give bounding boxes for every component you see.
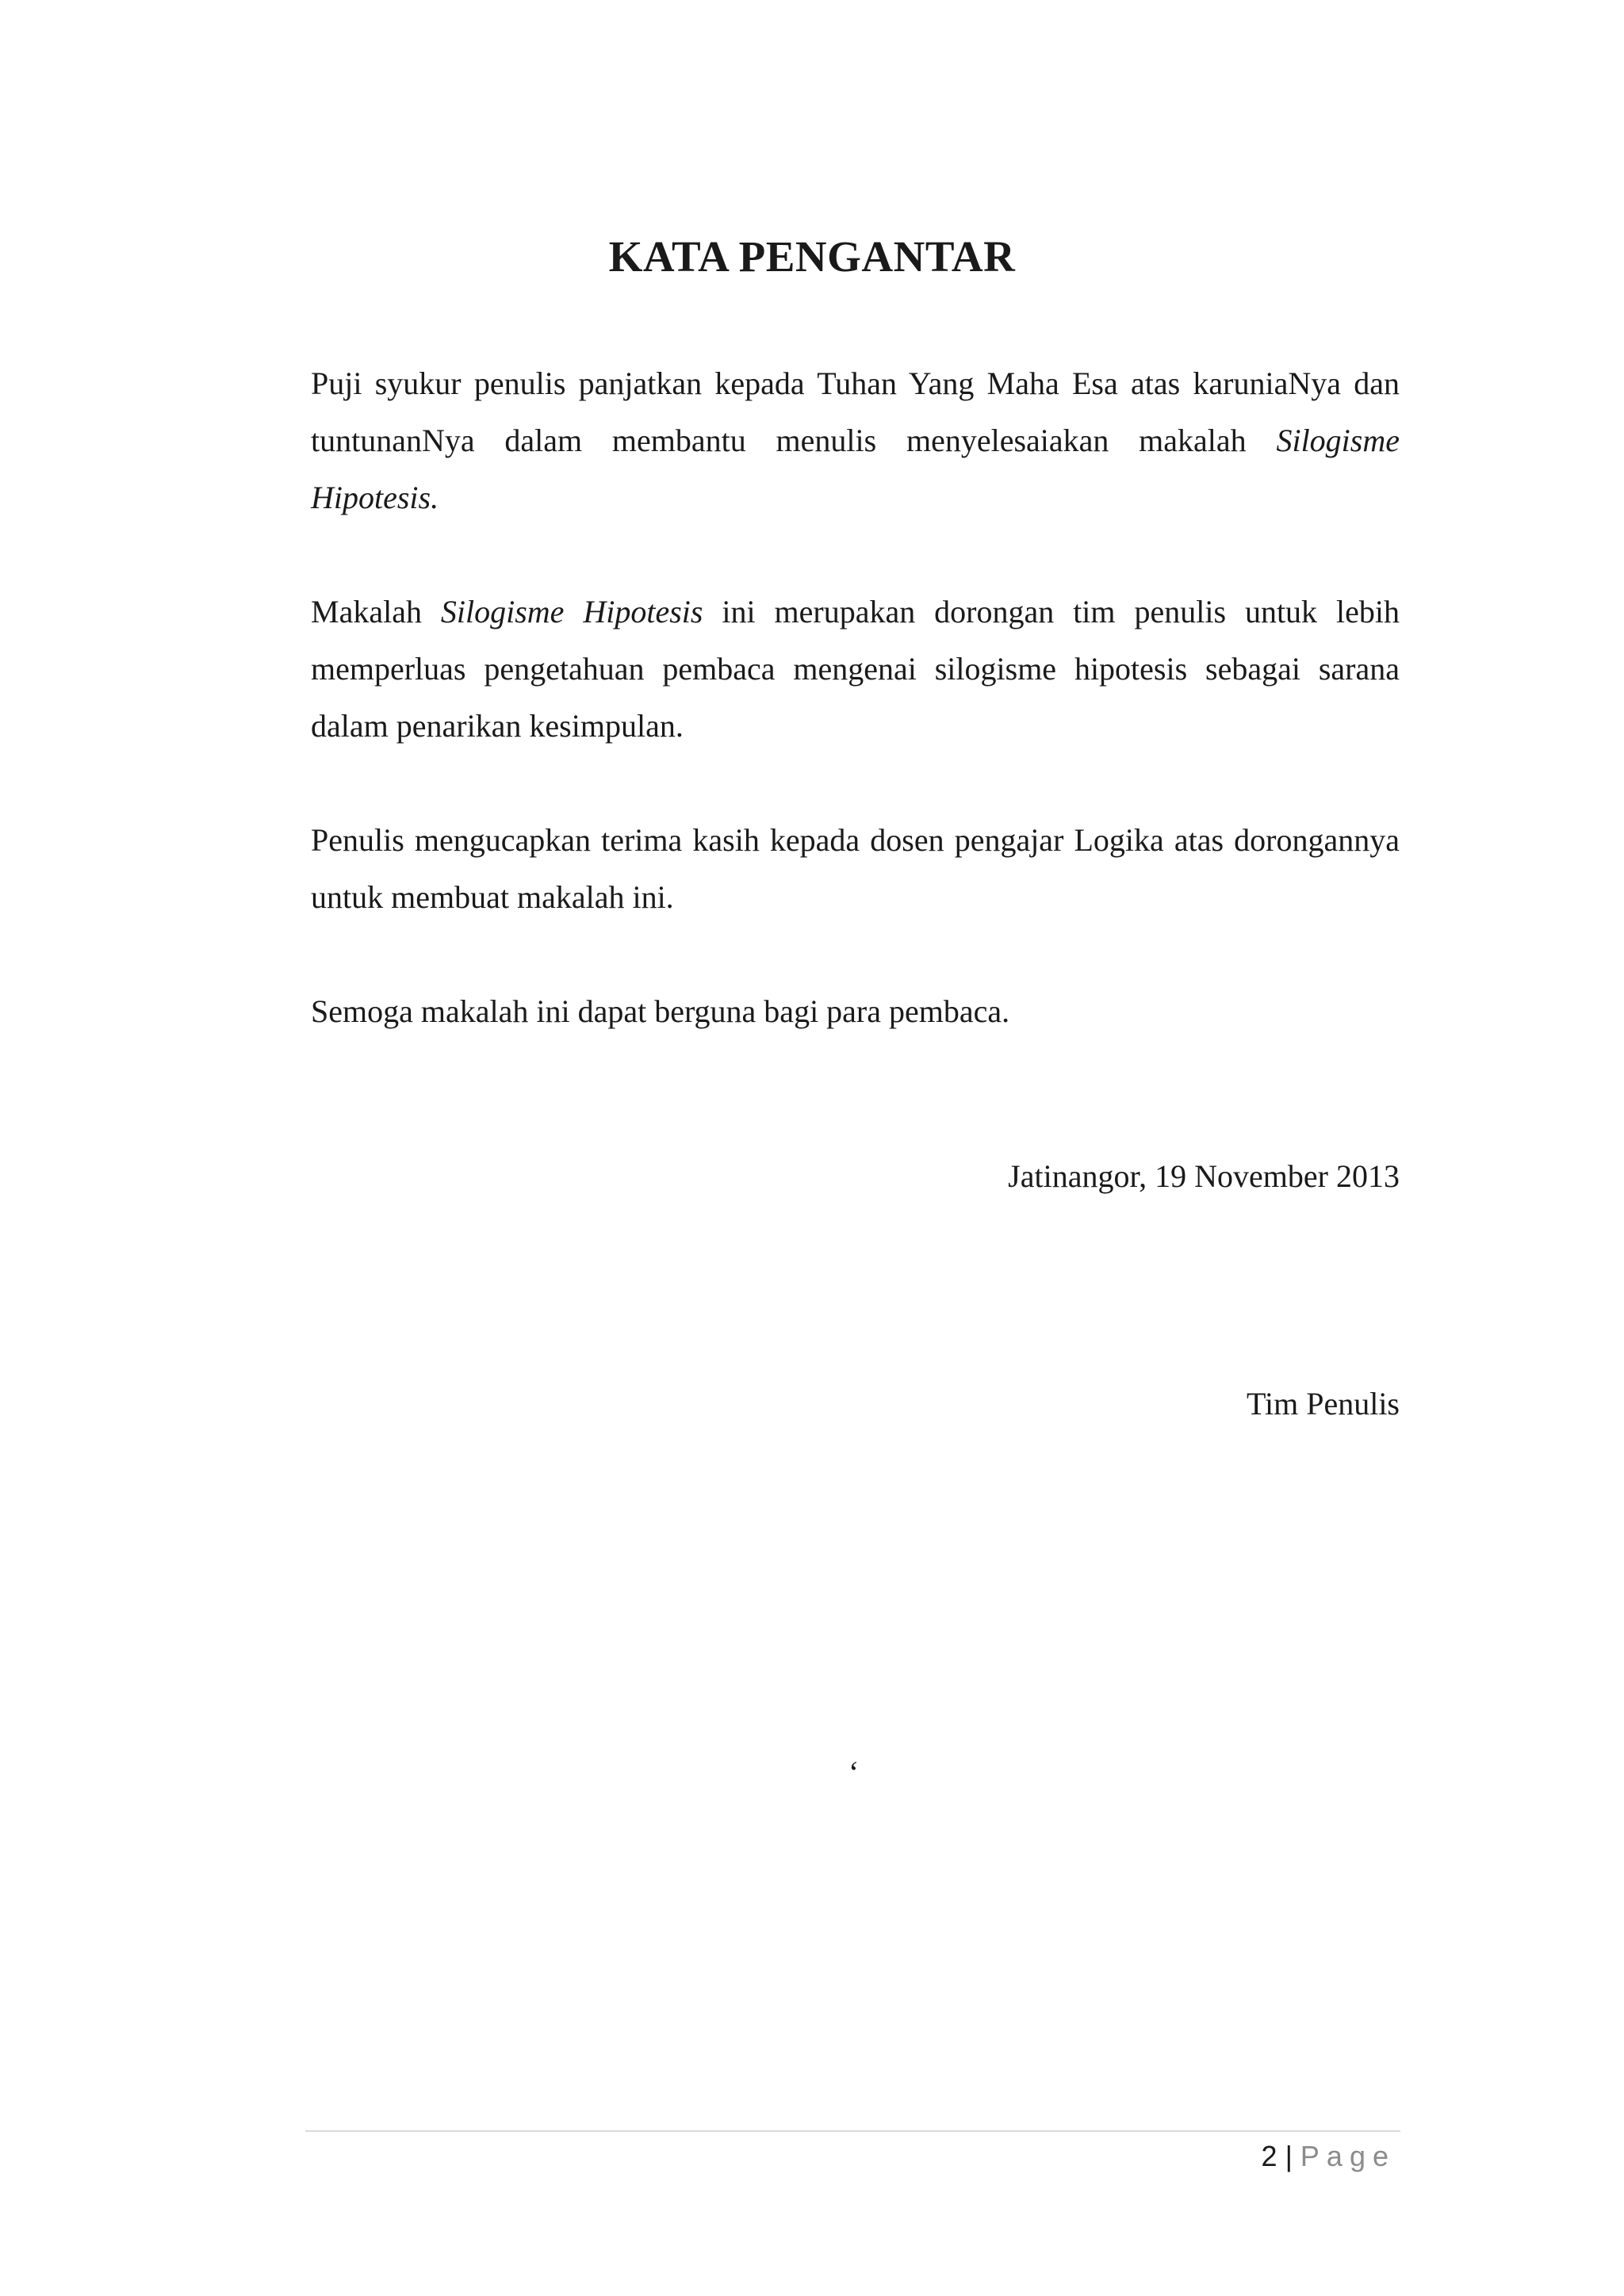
paragraph-closing: Semoga makalah ini dapat berguna bagi para pembaca. (311, 993, 1010, 1029)
paragraph-purpose-text-b: ini merupakan dorongan tim penulis untuk lebih memperluas pengetahuan pembaca mengenai silogisme hipotesis sebagai sarana dalam penarikan kesimpulan. (311, 594, 1400, 744)
paragraph-purpose-italic: Silogisme Hipotesis (440, 594, 703, 629)
page-number: 2 (1261, 2140, 1277, 2172)
paragraph-intro (311, 355, 1400, 526)
page-label: Page (1300, 2140, 1396, 2172)
page-footer (1262, 2133, 1396, 2180)
page-title: KATA PENGANTAR (608, 232, 1016, 281)
paragraph-intro-italic: Silogisme Hipotesis. (311, 423, 1400, 515)
stray-mark: ‘ (848, 1755, 860, 1790)
signature: Tim Penulis (1246, 1386, 1400, 1422)
footer-separator: | (1285, 2140, 1293, 2172)
paragraph-purpose-text-a: Makalah (311, 594, 441, 629)
paragraph-intro-text: Puji syukur penulis panjatkan kepada Tuhan Yang Maha Esa atas karuniaNya dan tuntunanNya dalam membantu menulis menyelesaiakan makalah (311, 365, 1400, 458)
paragraph-purpose (311, 584, 1400, 755)
footer-divider (305, 2130, 1400, 2132)
paragraph-thanks: Penulis mengucapkan terima kasih kepada dosen pengajar Logika atas dorongannya untuk membuat makalah ini. (311, 822, 1400, 915)
place-date: Jatinangor, 19 November 2013 (1008, 1158, 1400, 1194)
